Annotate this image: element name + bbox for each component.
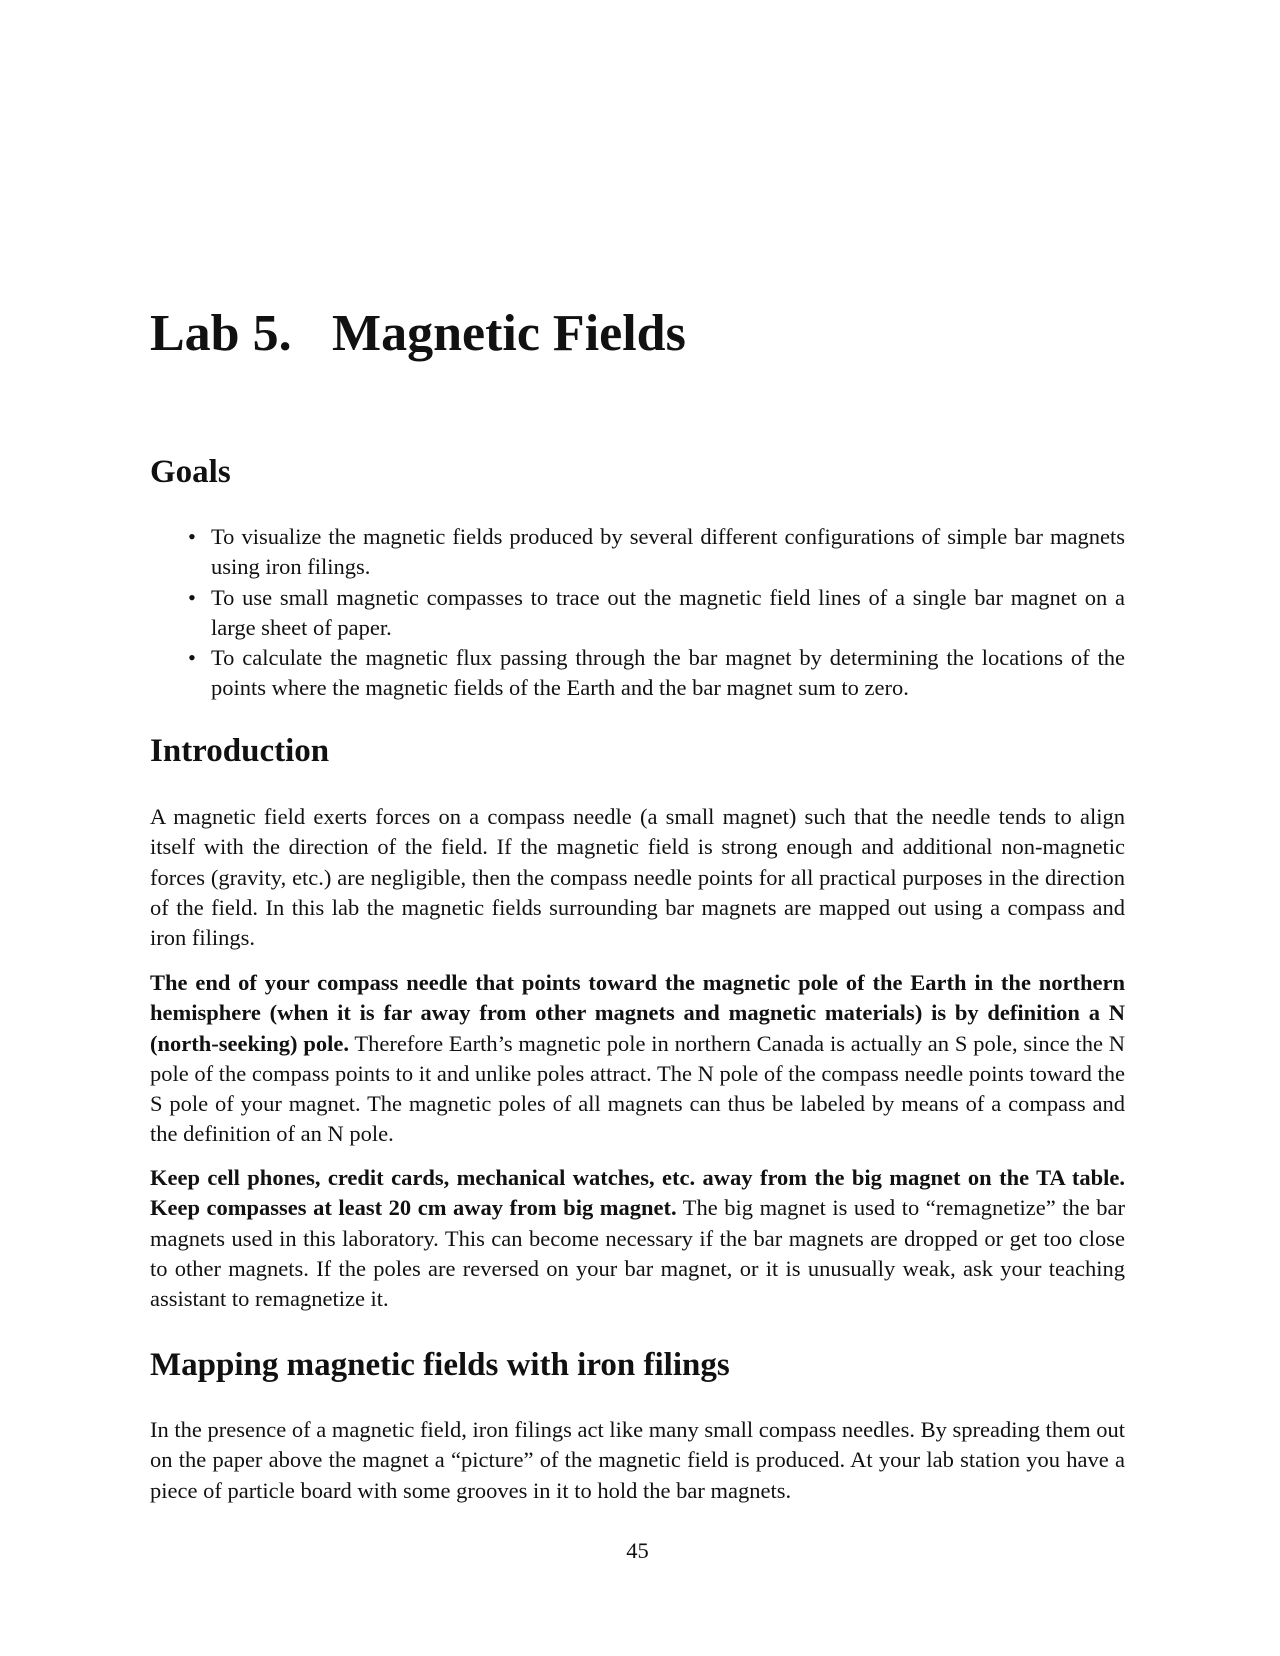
bullet-icon: •: [188, 524, 196, 549]
bullet-icon: •: [188, 584, 196, 610]
introduction-paragraph-1: A magnetic field exerts forces on a compass needle (a small magnet) such that the needle tends to align itself with the direction of the field. If the magnetic field is strong enough and additional non-magnetic forces (gravity, etc.) are negligible, then the compass needle points for all practical purposes in the direction of the field. In this lab the magnetic fields surrounding bar magnets are mapped out using a compass and iron filings.: [150, 804, 1125, 951]
goal-item: [150, 522, 1125, 583]
safety-warning-bold: Keep cell phones, credit cards, mechanical watches, etc. away from the big magnet on the TA table. Keep compasses at least 20 cm away from big magnet.: [150, 1165, 1125, 1221]
introduction-paragraph-3: [150, 1163, 1125, 1314]
compass-definition-text: Therefore Earth’s magnetic pole in northern Canada is actually an S pole, since the N pole of the compass points to it and unlike poles attract. The N pole of the compass needle points toward the S pole of your magnet. The magnetic poles of all magnets can thus be labeled by means of a compass and the definition of an N pole.: [150, 1030, 1126, 1147]
compass-definition-bold: The end of your compass needle that points toward the magnetic pole of the Earth in the northern hemisphere (when it is far away from other magnets and magnetic materials) is by definition a N (north-seeking) pole.: [150, 970, 1125, 1056]
mapping-heading: Mapping magnetic fields with iron filings: [150, 1347, 730, 1383]
introduction-heading: Introduction: [150, 733, 330, 769]
page-number: 45: [626, 1538, 649, 1563]
goal-text: To calculate the magnetic flux passing through the bar magnet by determining the locations of the points where the magnetic fields of the Earth and the bar magnet sum to zero.: [211, 645, 1125, 701]
chapter-title-text: Magnetic Fields: [332, 305, 686, 362]
safety-warning-text: The big magnet is used to “remagnetize” the bar magnets used in this laboratory. This can become necessary if the bar magnets are dropped or get too close to other magnets. If the poles are reversed on your bar magnet, or it is unusually weak, ask your teaching assistant to remagnetize it.: [150, 1195, 1125, 1312]
introduction-paragraph-2: [150, 968, 1125, 1150]
document-page: [150, 0, 1125, 1656]
goal-item: [150, 583, 1125, 644]
chapter-title: [150, 305, 686, 362]
goals-heading: Goals: [150, 454, 231, 490]
chapter-number: Lab 5.: [150, 305, 292, 362]
goal-text: To visualize the magnetic fields produced by several different configurations of simple bar magnets using iron filings.: [211, 524, 1125, 580]
goals-list: [150, 522, 1125, 704]
bullet-icon: •: [188, 645, 196, 671]
goal-item: [150, 643, 1125, 704]
goal-text: To use small magnetic compasses to trace out the magnetic field lines of a single bar magnet on a large sheet of paper.: [211, 584, 1125, 640]
mapping-paragraph-1: In the presence of a magnetic field, iron filings act like many small compass needles. By spreading them out on the paper above the magnet a “picture” of the magnetic field is produced. At your lab station you have a piece of particle board with some grooves in it to hold the bar magnets.: [150, 1417, 1125, 1503]
